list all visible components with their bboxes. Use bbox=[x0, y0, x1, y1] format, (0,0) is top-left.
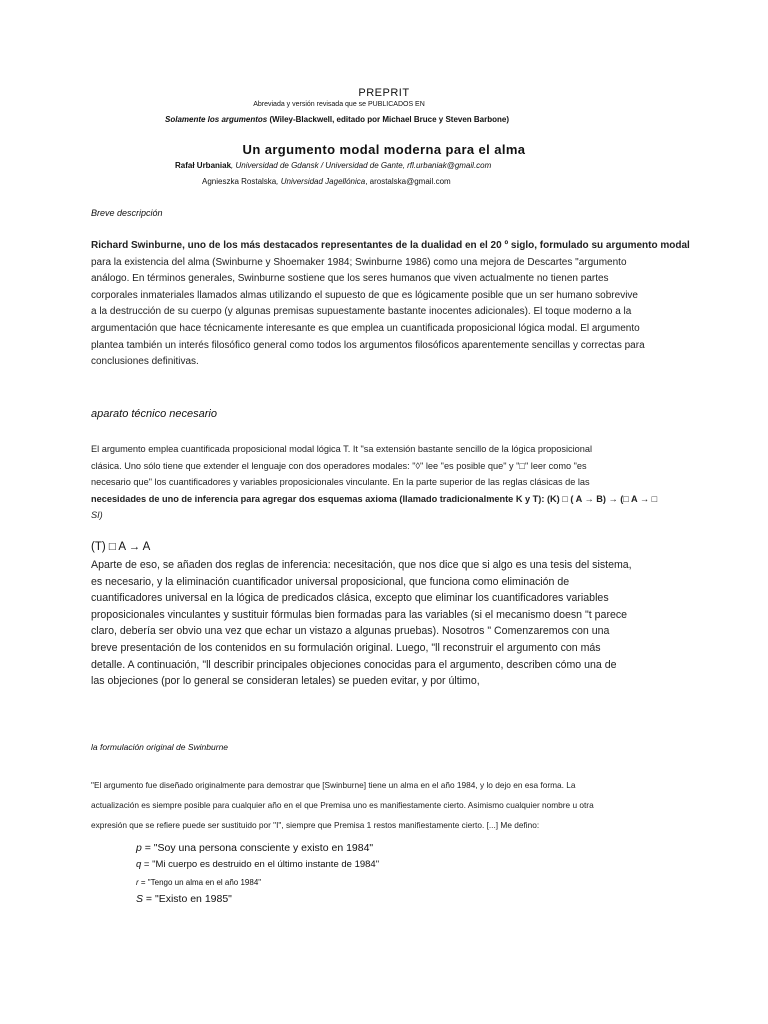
apparatus-paragraph bbox=[91, 441, 691, 524]
paragraph-line: "El argumento fue diseñado originalmente para demostrar que [Swinburne] tiene un alma en el año 1984, y lo dejo en esa forma. La bbox=[91, 780, 576, 790]
paragraph-line: El argumento emplea cuantificada proposicional modal lógica T. It "sa extensión bastante sencillo de la lógica proposicional bbox=[91, 444, 593, 454]
original-quote-paragraph bbox=[91, 775, 691, 835]
brief-paragraph bbox=[91, 238, 691, 371]
paragraph-line: necesidades de uno de inferencia para agregar dos esquemas axioma (llamado tradicionalmente K y T): (K) □ ( A → B) → (□ A → □ bbox=[91, 493, 658, 504]
paragraph-line: conclusiones definitivas. bbox=[91, 356, 199, 368]
author-1-name: Rafał Urbaniak bbox=[175, 161, 232, 170]
paragraph-line: detalle. A continuación, "ll describir principales objeciones conocidas para el argumento, describen cómo una de bbox=[91, 658, 617, 671]
paper-title: Un argumento modal moderna para el alma bbox=[242, 142, 526, 157]
preprint-label: PREPRIT bbox=[358, 87, 410, 99]
definition-p bbox=[136, 842, 373, 854]
rules-paragraph bbox=[91, 557, 691, 690]
section-heading-apparatus: aparato técnico necesario bbox=[91, 408, 217, 420]
paragraph-line: breve presentación de los contenidos en su formulación original. Luego, "ll reconstruir el argumento con más bbox=[91, 641, 601, 654]
paragraph-line: para la existencia del alma (Swinburne y Shoemaker 1984; Swinburne 1986) como una mejora de Descartes "argumento bbox=[91, 256, 627, 268]
author-2-affiliation: , Universidad Jagellónica bbox=[276, 177, 366, 186]
paragraph-line: argumentación que hace técnicamente interesante es que emplea un cuantificada proposicional lógica modal. El argumento bbox=[91, 322, 640, 334]
paragraph-line: análogo. En términos generales, Swinburne sostiene que los seres humanos que viven actualmente no tienen partes bbox=[91, 273, 609, 285]
author-1-affiliation: , Universidad de Gdansk / Universidad de Gante, rfl.urbaniak@gmail.com bbox=[231, 161, 492, 170]
section-heading-original: la formulación original de Swinburne bbox=[91, 742, 229, 752]
paragraph-line: Aparte de eso, se añaden dos reglas de inferencia: necesitación, que nos dice que si algo es una tesis del sistema, bbox=[91, 559, 632, 571]
paragraph-line: corporales inmateriales llamados almas utilizando el supuesto de que es lógicamente posible que un ser humano sobrevive bbox=[91, 289, 638, 301]
paragraph-line: es necesario, y la eliminación cuantificador universal proposicional, que funciona como eliminación de bbox=[91, 575, 570, 588]
paragraph-line: necesario que" los cuantificadores y variables proposicionales vinculante. En la parte superior de las reglas clásicas de las bbox=[91, 477, 590, 488]
definition-var: r bbox=[136, 878, 139, 887]
paragraph-line: Richard Swinburne, uno de los más destacados representantes de la dualidad en el 20 º siglo, formulado su argumento modal bbox=[91, 240, 690, 251]
paragraph-line: clásica. Uno sólo tiene que extender el lenguaje con dos operadores modales: "◊" lee "es posible que" y "□" leer como "es bbox=[91, 460, 587, 471]
publication-line bbox=[165, 115, 509, 124]
paragraph-line: actualización es siempre posible para cualquier año en el que Premisa uno es manifiestamente cierto. Asimismo cualquier nombre u otra bbox=[91, 800, 594, 810]
definition-q bbox=[136, 859, 379, 870]
paragraph-line: proposicionales vinculantes y sustituir fórmulas bien formadas para las variables (si el mecanismo doesn "t parece bbox=[91, 608, 628, 621]
definition-var: S bbox=[136, 893, 144, 905]
paragraph-line: claro, debería ser obvio una vez que echar un vistazo a algunas pruebas). Nosotros " Comenzaremos con una bbox=[91, 625, 610, 638]
author-2-email: , arostalska@gmail.com bbox=[365, 177, 451, 186]
axiom-t: (T) □ A → A bbox=[91, 541, 151, 553]
author-line-2 bbox=[202, 177, 451, 186]
paragraph-line: cuantificadores universal en la lógica de predicados clásica, excepto que eliminar los cuantificadores variables bbox=[91, 592, 609, 605]
paragraph-line: plantea también un interés filosófico general como todos los argumentos filosóficos aparentemente sencillas y correctas para bbox=[91, 339, 645, 351]
definition-text: = "Tengo un alma en el año 1984" bbox=[138, 878, 262, 887]
section-heading-brief: Breve descripción bbox=[91, 208, 163, 218]
paragraph-line: las objeciones (por lo general se consideran letales) se pueden evitar, y por último, bbox=[91, 675, 480, 688]
abridged-note: Abreviada y versión revisada que se PUBLICADOS EN bbox=[253, 101, 425, 108]
definition-r bbox=[136, 878, 261, 887]
author-line-1 bbox=[175, 161, 491, 170]
definition-s bbox=[136, 893, 232, 905]
author-2-name: Agnieszka Rostalska bbox=[202, 177, 277, 186]
paragraph-line: SI) bbox=[91, 510, 103, 521]
book-title: Solamente los argumentos bbox=[165, 115, 268, 124]
definition-text: = "Existo en 1985" bbox=[143, 893, 232, 905]
paragraph-line: expresión que se refiere puede ser sustituido por "I", siempre que Premisa 1 restos manifiestamente cierto. [...] Me defino: bbox=[91, 820, 540, 830]
definition-var: q bbox=[136, 859, 142, 870]
definition-var: p bbox=[136, 842, 142, 854]
definition-text: = "Soy una persona consciente y existo en 1984" bbox=[141, 842, 374, 854]
definition-text: = "Mi cuerpo es destruido en el último instante de 1984" bbox=[141, 859, 380, 870]
book-editors: (Wiley-Blackwell, editado por Michael Bruce y Steven Barbone) bbox=[267, 115, 510, 124]
paragraph-line: a la destrucción de su cuerpo (y algunas premisas supuestamente bastante inocentes adicionales). El toque moderno a la bbox=[91, 306, 632, 318]
